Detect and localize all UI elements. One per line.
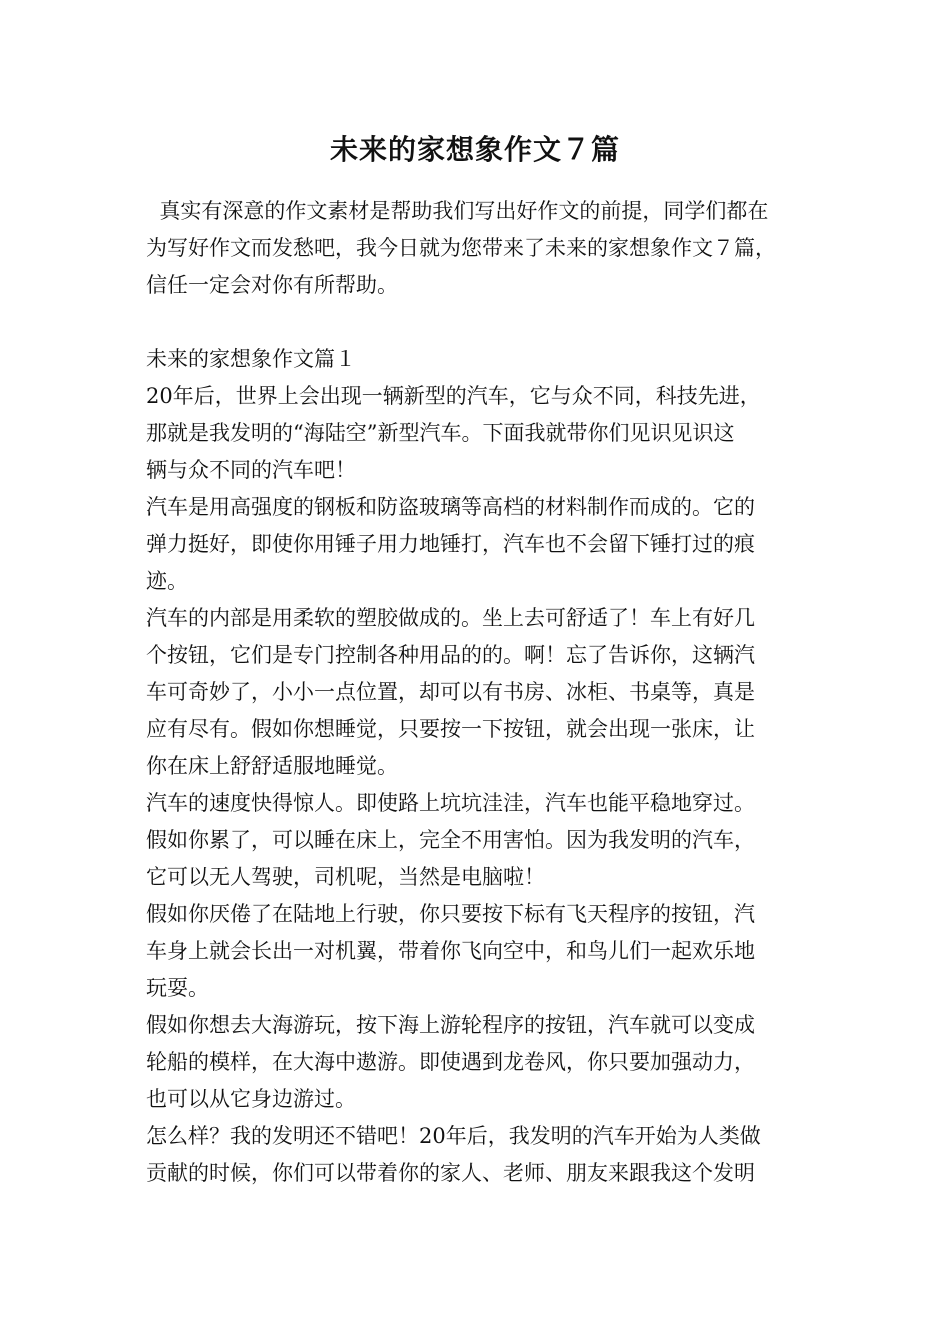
paragraph [146, 785, 826, 896]
paragraph-line: 汽车是用高强度的钢板和防盗玻璃等高档的材料制作而成的。它的 [146, 495, 755, 519]
intro-paragraph [146, 193, 826, 304]
paragraph-line: 假如你想去大海游玩，按下海上游轮程序的按钮，汽车就可以变成 [146, 1013, 755, 1037]
paragraph-line: 贡献的时候，你们可以带着你的家人、老师、朋友来跟我这个发明 [146, 1161, 755, 1185]
document-title: 未来的家想象作文７篇 [329, 133, 620, 166]
paragraph-line: 也可以从它身边游过。 [146, 1087, 356, 1111]
intro-line: 为写好作文而发愁吧，我今日就为您带来了未来的家想象作文７篇， [146, 236, 776, 260]
paragraph-line: 应有尽有。假如你想睡觉，只要按一下按钮，就会出现一张床，让 [146, 717, 755, 741]
paragraph-line: 假如你累了，可以睡在床上，完全不用害怕。因为我发明的汽车， [146, 828, 755, 852]
section-heading: 未来的家想象作文篇１ [146, 347, 356, 371]
paragraph-line: 汽车的速度快得惊人。即使路上坑坑洼洼，汽车也能平稳地穿过。 [146, 791, 755, 815]
paragraph-line: 轮船的模样，在大海中遨游。即使遇到龙卷风，你只要加强动力， [146, 1050, 755, 1074]
paragraph-line: 车可奇妙了，小小一点位置，却可以有书房、冰柜、书桌等，真是 [146, 680, 755, 704]
paragraph-line: 玩耍。 [146, 976, 209, 1000]
paragraph-line: 迹。 [146, 569, 188, 593]
paragraph-line: 它可以无人驾驶，司机呢，当然是电脑啦！ [146, 865, 545, 889]
paragraph-line: 个按钮，它们是专门控制各种用品的的。啊！忘了告诉你，这辆汽 [146, 643, 755, 667]
paragraph-line: 假如你厌倦了在陆地上行驶，你只要按下标有飞天程序的按钮，汽 [146, 902, 755, 926]
paragraph-spacer [146, 304, 826, 341]
paragraph [146, 896, 826, 1007]
paragraph-line: 那就是我发明的“海陆空”新型汽车。下面我就带你们见识见识这 [146, 421, 735, 445]
paragraph [146, 1007, 826, 1118]
paragraph-line: 你在床上舒舒适服地睡觉。 [146, 754, 398, 778]
paragraph-line: 汽车的内部是用柔软的塑胶做成的。坐上去可舒适了！车上有好几 [146, 606, 755, 630]
paragraph-line: 怎么样？我的发明还不错吧！20年后，我发明的汽车开始为人类做 [146, 1124, 761, 1148]
paragraph-line: 弹力挺好，即使你用锤子用力地锤打，汽车也不会留下锤打过的痕 [146, 532, 755, 556]
paragraph [146, 600, 826, 785]
paragraph-line: 车身上就会长出一对机翼，带着你飞向空中，和鸟儿们一起欢乐地 [146, 939, 755, 963]
intro-line: 信任一定会对你有所帮助。 [146, 273, 398, 297]
document-body [146, 193, 826, 1192]
paragraph [146, 378, 826, 489]
intro-line: 真实有深意的作文素材是帮助我们写出好作文的前提，同学们都在 [146, 199, 769, 223]
paragraph [146, 489, 826, 600]
paragraph-line: 20年后，世界上会出现一辆新型的汽车，它与众不同，科技先进， [146, 384, 761, 408]
paragraph [146, 1118, 826, 1192]
paragraph-line: 辆与众不同的汽车吧！ [146, 458, 356, 482]
